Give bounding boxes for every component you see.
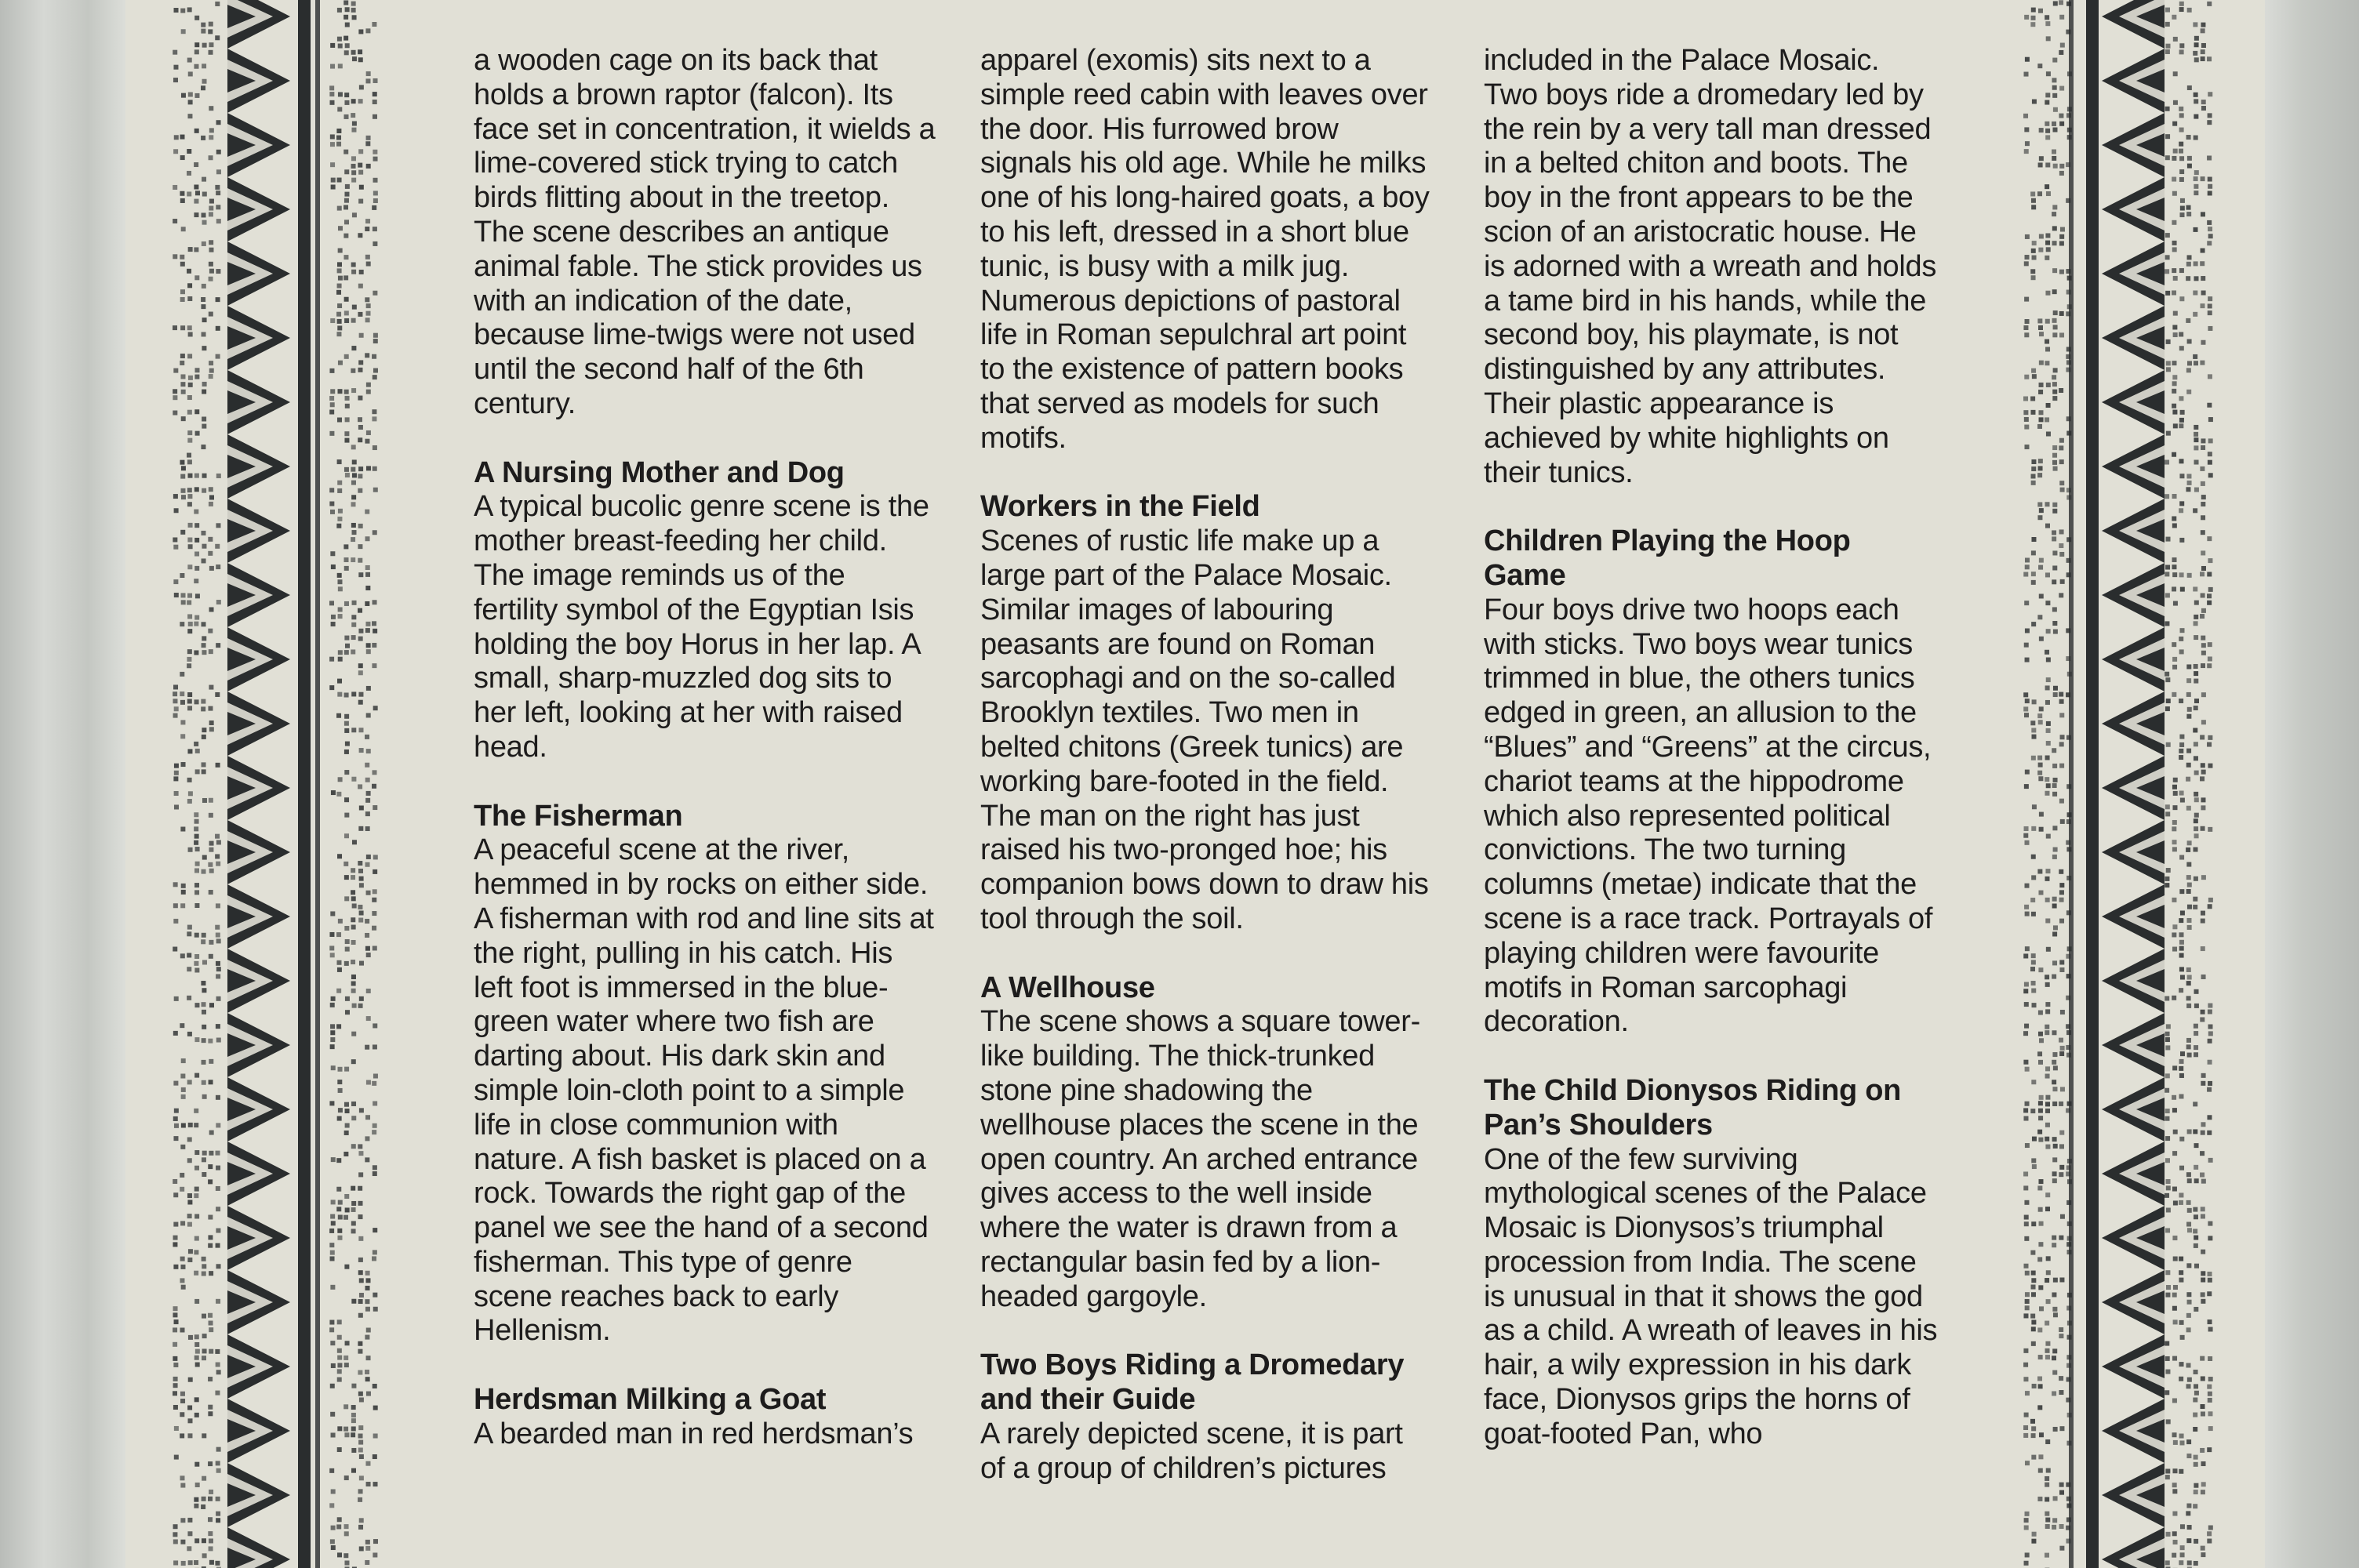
section-body: A peaceful scene at the river, hemmed in by rocks on either side. A fisherman with rod and line sits at the right, pulling in his catch. His left foot is immersed in the blue-green water where two fish are darting about. His dark skin and simple loin-cloth point to a simple life in close communion with nature. A fish basket is placed on a rock. Towards the right gap of the panel we see the hand of a second fisherman. This type of genre scene reaches back to early Hellenism. <box>474 833 934 1348</box>
section-body: A rarely depicted scene, it is part of a group of children’s pictures <box>980 1417 1403 1485</box>
section-child-dionysos <box>1484 1074 1939 1452</box>
section-heading: Herdsman Milking a Goat <box>474 1383 827 1417</box>
mosaic-pattern-left <box>173 0 384 1568</box>
border-rule <box>298 0 311 1568</box>
section-body: apparel (exomis) sits next to a simple reed cabin with leaves over the door. His furrowed brow signals his old age. While he milks one of his long-haired goats, a boy to his left, dressed in a short blue tunic, is busy with a milk jug. Numerous depictions of pastoral life in Roman sepulchral art point to the existence of pattern books that served as models for such motifs. <box>980 44 1430 455</box>
border-rule <box>315 0 320 1568</box>
section-body: The scene shows a square tower-like building. The thick-trunked stone pine shadowing the wellhouse places the scene in the open country. An arched entrance gives access to the well inside where the water is drawn from a rectangular basin fed by a lion-headed gargoyle. <box>980 1005 1420 1313</box>
section-heading: A Nursing Mother and Dog <box>474 456 845 489</box>
section-body: A bearded man in red herdsman’s <box>474 1417 914 1450</box>
section-nursing-mother <box>474 456 936 765</box>
section-body: One of the few surviving mythological scenes of the Palace Mosaic is Dionysos’s triumphal procession from India. The scene is unusual in that it shows the god as a child. A wreath of leaves in his hair, a wily expression in his dark face, Dionysos grips the horns of goat-footed Pan, who <box>1484 1142 1938 1450</box>
section-heading: The Fisherman <box>474 799 683 833</box>
section-hoop-game <box>1484 524 1939 1040</box>
section-body: included in the Palace Mosaic. Two boys ride a dromedary led by the rein by a very tall man dressed in a belted chiton and boots. The boy in the front appears to be the scion of an aristocratic house. He is adorned with a wreath and holds a tame bird in his hands, while the second boy, his playmate, is not distinguished by any attributes. Their plastic appearance is achieved by white highlights on their tunics. <box>1484 44 1937 489</box>
border-rule <box>2086 0 2099 1568</box>
text-column-2 <box>980 44 1431 1520</box>
section-workers-in-field <box>980 490 1431 936</box>
wall-frame-right <box>2265 0 2359 1568</box>
mosaic-border-right <box>2008 0 2219 1568</box>
section-heading: Workers in the Field <box>980 490 1260 524</box>
section-heading: Two Boys Riding a Dromedary and their Guide <box>980 1348 1405 1417</box>
section-body: Four boys drive two hoops each with sticks. Two boys wear tunics trimmed in blue, the others tunics edged in green, an allusion to the “Blues” and “Greens” at the circus, chariot teams at the hippodrome which also represented political convictions. The two turning columns (metae) indicate that the scene is a race track. Portrayals of playing children were favourite motifs in Roman sarcophagi decoration. <box>1484 593 1933 1039</box>
section-body: A typical bucolic genre scene is the mother breast-feeding her child. The image reminds us of the fertility symbol of the Egyptian Isis holding the boy Horus in her lap. A small, sharp-muzzled dog sits to her left, looking at her with raised head. <box>474 490 929 764</box>
section-fisherman <box>474 800 936 1349</box>
section-herdsman-continued <box>980 44 1431 456</box>
wall-frame-left <box>0 0 125 1568</box>
text-column-1 <box>474 44 936 1486</box>
section-heading: Children Playing the Hoop Game <box>1484 524 1851 592</box>
section-dromedary-continued <box>1484 44 1939 490</box>
text-column-3 <box>1484 44 1939 1486</box>
border-rule <box>2069 0 2074 1568</box>
section-wellhouse <box>980 971 1431 1315</box>
mosaic-pattern-right <box>2008 0 2219 1568</box>
mosaic-border-left <box>173 0 384 1568</box>
section-falcon-fable <box>474 44 936 422</box>
section-heading: The Child Dionysos Riding on Pan’s Shoulders <box>1484 1073 1902 1142</box>
section-heading: A Wellhouse <box>980 971 1155 1004</box>
section-herdsman <box>474 1383 936 1452</box>
section-body: a wooden cage on its back that holds a brown raptor (falcon). Its face set in concentration, it wields a lime-covered stick trying to catch birds flitting about in the treetop. The scene describes an antique animal fable. The stick provides us with an indication of the date, because lime-twigs were not used until the second half of the 6th century. <box>474 44 936 420</box>
section-body: Scenes of rustic life make up a large part of the Palace Mosaic. Similar images of labouring peasants are found on Roman sarcophagi and on the so-called Brooklyn textiles. Two men in belted chitons (Greek tunics) are working bare-footed in the field. The man on the right has just raised his two-pronged hoe; his companion bows down to draw his tool through the soil. <box>980 524 1429 935</box>
section-two-boys-dromedary <box>980 1348 1431 1486</box>
